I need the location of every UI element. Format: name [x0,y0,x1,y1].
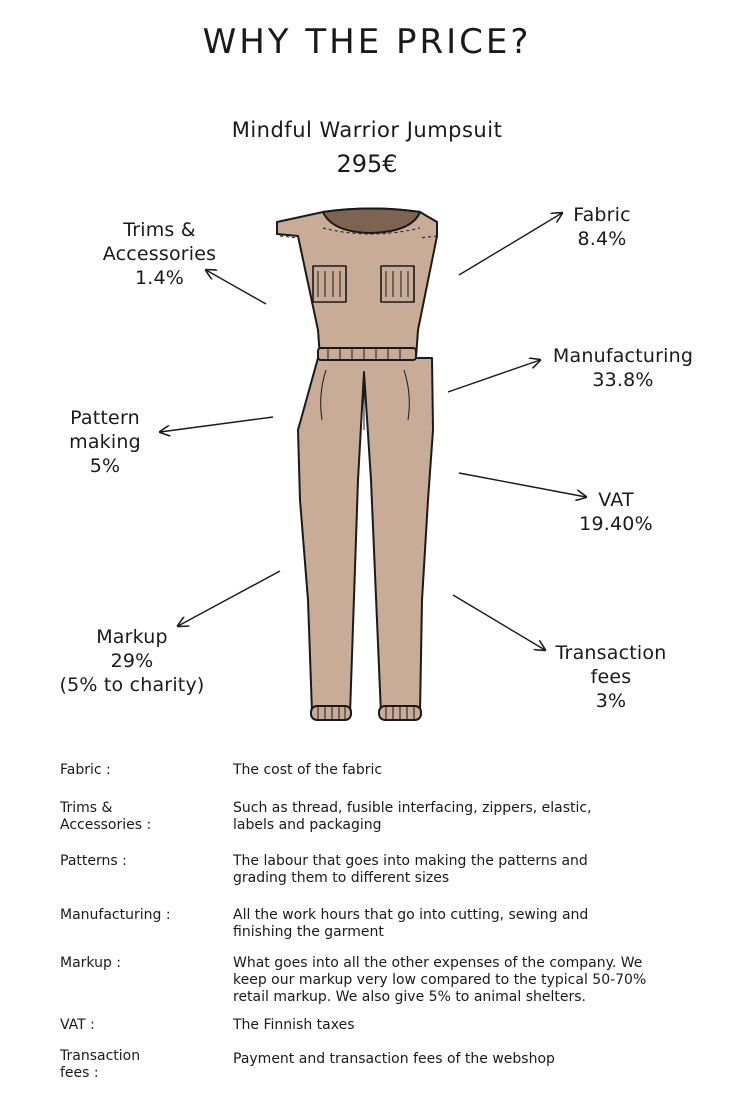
legend-desc-markup: What goes into all the other expenses of the company. We keep our markup very low compared to the typical 50-70% retail markup. We also give 5% to animal shelters. [233,955,647,1005]
arrow-manufacturing [448,360,540,392]
jumpsuit-illustration [277,209,437,721]
legend-desc-patterns: The labour that goes into making the patterns and grading them to different sizes [233,853,588,886]
jumpsuit-legs [298,358,433,714]
legend-key-trims: Trims & Accessories : [60,800,152,833]
arrow-pattern [160,417,273,432]
product-name: Mindful Warrior Jumpsuit [231,118,503,142]
legend-desc-trims: Such as thread, fusible interfacing, zippers, elastic, labels and packaging [233,800,592,833]
label-markup: Markup 29% (5% to charity) [59,626,205,696]
legend-key-manufacturing: Manufacturing : [60,907,171,923]
arrow-fabric [459,213,562,275]
legend-key-patterns: Patterns : [60,853,127,869]
label-manufacturing: Manufacturing 33.8% [552,345,694,391]
legend-key-markup: Markup : [60,955,122,971]
legend-desc-fabric: The cost of the fabric [233,762,383,778]
arrow-markup [178,571,280,626]
arrow-transaction [453,595,545,650]
label-fabric: Fabric 8.4% [573,204,631,250]
legend-desc-vat: The Finnish taxes [233,1017,355,1033]
label-transaction-fees: Transaction fees 3% [555,642,667,712]
label-trims: Trims & Accessories 1.4% [102,219,217,289]
legend-key-transaction-fees: Transaction fees : [60,1048,141,1081]
page-title: WHY THE PRICE? [202,22,532,62]
legend-key-fabric: Fabric : [60,762,111,778]
label-pattern-making: Pattern making 5% [69,407,141,477]
waistband [318,348,416,360]
legend-key-vat: VAT : [60,1017,95,1033]
legend-desc-transaction-fees: Payment and transaction fees of the webshop [233,1051,555,1067]
label-vat: VAT 19.40% [579,489,653,535]
product-price: 295€ [336,150,398,178]
legend-desc-manufacturing: All the work hours that go into cutting, sewing and finishing the garment [233,907,589,940]
